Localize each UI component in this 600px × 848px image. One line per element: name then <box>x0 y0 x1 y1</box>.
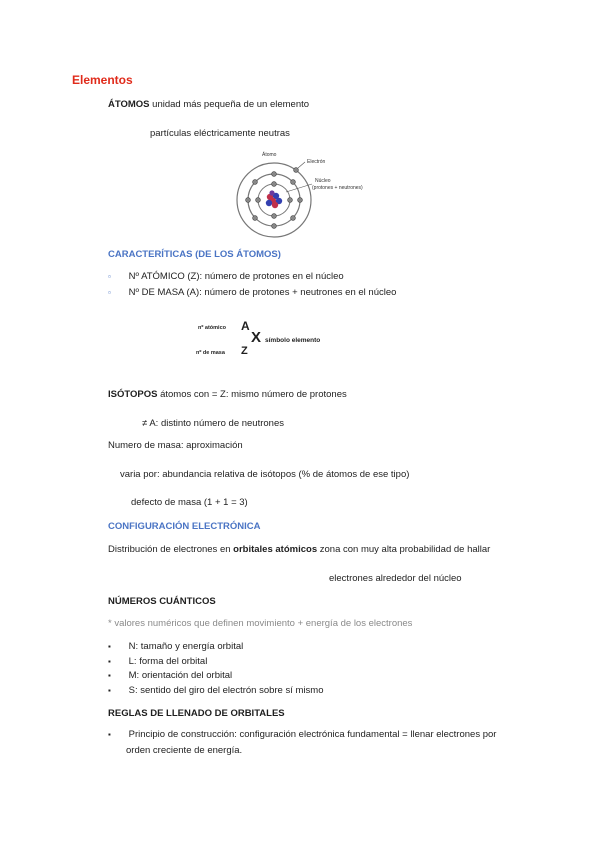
electron-label: Electrón <box>307 159 326 165</box>
caracteristicas-heading: CARACTERÍTICAS (DE LOS ÁTOMOS) <box>108 249 281 260</box>
configuracion-line <box>108 544 490 555</box>
atomos-definition: unidad más pequeña de un elemento <box>149 99 310 110</box>
bullet-icon: ▪ <box>108 730 111 739</box>
page-title: Elementos <box>72 73 133 87</box>
numero-text: S: sentido del giro del electrón sobre sí mismo <box>128 685 324 696</box>
square-bullet-icon: ▫ <box>108 288 111 297</box>
atomic-number-letter: Z <box>241 345 248 357</box>
element-symbol-label: símbolo elemento <box>265 337 321 344</box>
atom-diagram-image <box>228 148 378 238</box>
square-bullet-icon: ▫ <box>108 272 111 281</box>
mass-number-label: nº de masa <box>196 350 225 356</box>
numero-text: L: forma del orbital <box>128 656 208 667</box>
bullet-icon: ▪ <box>108 642 111 651</box>
isotopos-line <box>108 389 347 400</box>
atomos-term: ÁTOMOS <box>108 99 150 110</box>
configuracion-text-b: zona con muy alta probabilidad de hallar <box>317 544 491 555</box>
caracteristica-text: Nº ATÓMICO (Z): número de protones en el núcleo <box>128 271 344 282</box>
atomos-neutral: partículas eléctricamente neutras <box>150 128 290 139</box>
isotopos-definition: átomos con = Z: mismo número de protones <box>157 389 347 400</box>
reglas-heading: REGLAS DE LLENADO DE ORBITALES <box>108 708 285 719</box>
orbitales-term: orbitales atómicos <box>233 544 318 555</box>
nucleus-label: Núcleo <box>315 178 331 184</box>
regla-text-line-1: Principio de construcción: configuración electrónica fundamental = llenar electrones por <box>128 729 497 740</box>
list-item <box>108 287 396 298</box>
configuracion-text-a: Distribución de electrones en <box>108 544 234 555</box>
list-item <box>108 729 496 740</box>
list-item <box>108 641 243 652</box>
nucleus-sub-label: (protones + neutrones) <box>312 185 363 191</box>
numero-text: M: orientación del orbital <box>128 670 233 681</box>
configuracion-line-2: electrones alrededor del núcleo <box>329 573 462 584</box>
atomic-number-label: nº atómico <box>198 325 226 331</box>
numeros-heading: NÚMEROS CUÁNTICOS <box>108 596 216 607</box>
configuracion-heading: CONFIGURACIÓN ELECTRÓNICA <box>108 521 261 532</box>
caracteristica-text: Nº DE MASA (A): número de protones + neutrones en el núcleo <box>128 287 397 298</box>
bullet-icon: ▪ <box>108 671 111 680</box>
regla-text-line-2: orden creciente de energía. <box>126 745 243 756</box>
mass-number-approx: Numero de masa: aproximación <box>108 440 243 451</box>
atom-label: Átomo <box>262 152 277 158</box>
bullet-icon: ▪ <box>108 686 111 695</box>
list-item <box>108 656 207 667</box>
list-item <box>108 670 232 681</box>
numero-text: N: tamaño y energía orbital <box>128 641 244 652</box>
mass-defect: defecto de masa (1 + 1 = 3) <box>131 497 248 508</box>
element-symbol-letter: X <box>251 329 262 346</box>
mass-number-letter: A <box>241 319 250 333</box>
atomos-line <box>108 99 309 110</box>
list-item <box>108 685 323 696</box>
electron-pointer <box>298 162 305 168</box>
isotopos-term: ISÓTOPOS <box>108 389 158 400</box>
list-item <box>108 271 344 282</box>
bullet-icon: ▪ <box>108 657 111 666</box>
nucleus <box>266 190 282 208</box>
isotope-abundance: varia por: abundancia relativa de isótopos (% de átomos de ese tipo) <box>120 469 410 480</box>
isotopos-neutrons: ≠ A: distinto número de neutrones <box>142 418 284 429</box>
numeros-subtitle: * valores numéricos que definen movimiento + energía de los electrones <box>108 618 413 629</box>
nucleus-pointer <box>286 184 312 192</box>
